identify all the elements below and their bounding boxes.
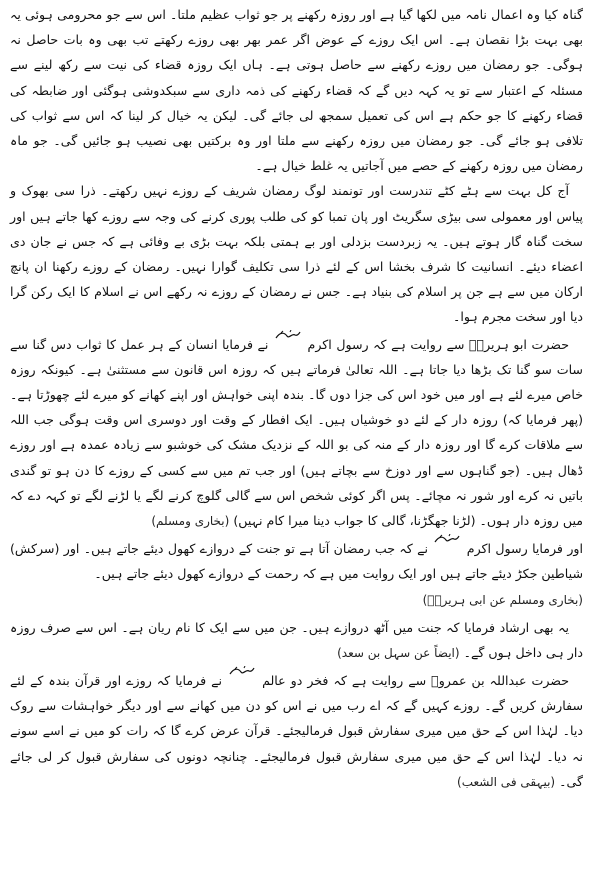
- paragraph-text-after-mark: نے کہ جب رمضان آتا ہے تو جنت کے دروازے کھول دیئے جاتے ہیں۔ اور (سرکش) شیاطین جکڑ دیئے جاتے ہیں اور ایک روایت میں ہے کہ رحمت کے دروازے کھول دیئے جاتے ہیں۔: [10, 541, 583, 582]
- paragraph-text: یہ بھی ارشاد فرمایا کہ جنت میں آٹھ دروازے ہیں۔ جن میں سے ایک کا نام ریان ہے۔ اس سے صرف روزہ دار ہی داخل ہوں گے۔: [10, 619, 583, 660]
- paragraph-rayyan-gate: [10, 615, 583, 666]
- paragraph-healthy-people: [10, 178, 583, 329]
- paragraph-text: آج کل بہت سے ہٹے کٹے تندرست اور تونمند لوگ رمضان شریف کے روزے نہیں رکھتے۔ ذرا سی بھوک و پیاس اور معمولی سی بیڑی سگریٹ اور پان تمبا کو کی طلب پوری کرنے کی وجہ سے روزے کھا جاتے ہیں اور سخت گناہ گار ہوتے ہیں۔ یہ زبردست بزدلی اور بے ہمتی بلکہ بہت بڑی بے وفائی ہے کہ جس نے جان دی اعضاء دیئے۔ انسانیت کا شرف بخشا اس کے لئے ذرا سی تکلیف گوارا نہیں۔ رمضان کے روزے رکھنا ان پانچ ارکان میں سے ہے جن پر اسلام کی بنیاد ہے۔ جس نے رمضان کے روزے نہ رکھے اس نے اسلام کا ایک رکن گرا دیا اور سخت مجرم ہوا۔: [10, 183, 583, 325]
- hadith-reference: (ایضاً عن سہل بن سعد): [337, 645, 460, 660]
- paragraph-text-after-mark: نے فرمایا انسان کے ہر عمل کا ثواب دس گنا سے سات سو گنا تک بڑھا دیا جاتا ہے۔ اللہ تعالیٰ فرماتے ہیں کہ روزہ اس قانون سے مستثنیٰ ہے۔ کیونکہ روزہ خاص میرے لئے ہے اور میں خود اس کی جزا دوں گا۔ بندہ اپنی خواہش اور اپنے کھانے کو میرے لئے چھوڑتا ہے۔ (پھر فرمایا کہ) روزہ دار کے لئے دو خوشیاں ہیں۔ ایک افطار کے وقت اور دوسری اس وقت ہوگی جب اللہ سے ملاقات کرے گا اور روزہ دار کے منہ کی بو اللہ کے نزدیک مشک کی خوشبو سے زیادہ عمدہ ہے اور روزے ڈھال ہیں۔ (جو گناہوں سے اور دوزخ سے بچاتے ہیں) اور جب تم میں سے کسی کے روزے کا دن ہو تو گندی باتیں نہ کرے اور شور نہ مچائے۔ پس اگر کوئی شخص اس سے گالی گلوچ کرنے لگے یا لڑنے لگے تو کہہ دے کہ میں روزہ دار ہوں۔ (لڑنا جھگڑنا، گالی کا جواب دینا میرا کام نہیں): [10, 336, 583, 529]
- paragraph-text-before-mark: اور فرمایا رسول اکرم: [466, 541, 583, 557]
- paragraph-intercession: [10, 666, 583, 795]
- paragraph-text-after-mark: نے فرمایا کہ روزے اور قرآن بندہ کے لئے سفارش کریں گے۔ روزے کہیں گے کہ اے رب میں نے اس کو دن میں کھانے سے اور دیگر خواہشات سے روک دیا۔ لہٰذا اس کے حق میں میری سفارش قبول فرمالیجئے۔ قرآن عرض کرے گا کہ رات کو میں نے اسے سونے نہ دیا۔ لہٰذا اس کے حق میں میری سفارش قبول فرمالیجئے۔ چنانچہ دونوں کی سفارش قبول کر لی جائے گی۔: [10, 673, 583, 789]
- paragraph-ramadan-gates: [10, 534, 583, 586]
- paragraph-hadith-abu-hurairah: [10, 330, 583, 535]
- salawat-calligraphy-icon: [275, 330, 301, 340]
- hadith-reference: (بخاری ومسلم): [151, 514, 230, 529]
- paragraph-text: گناہ کیا وہ اعمال نامہ میں لکھا گیا ہے اور روزہ رکھنے پر جو ثواب عظیم ملتا۔ اس سے جو محرومی ہوئی یہ بھی بہت بڑا نقصان ہے۔ اس ایک روزے کے عوض اگر عمر بھر بھی روزے رکھتے تب بھی وہ بات حاصل نہ ہوگی۔ جو رمضان میں روزے رکھنے سے حاصل ہوتی ہے۔ ہاں ایک روزہ قضاء کی نیت سے رکھ لینے سے مسئلہ کے اعتبار سے تو یہ کہہ دیں گے کہ قضاء رکھنے کی ذمہ داری سے سبکدوشی ہوگئی اور ضابطہ کی قضاء رکھنے کا جو حکم ہے اس کی تعمیل سمجھ لی جائے گی۔ لیکن یہ خیال کر لینا کہ اس سے ثواب کی تلافی ہو جائے گی۔ جو رمضان میں روزہ رکھنے سے ملتا اور وہ برکتیں بھی نصیب ہو جائیں گی۔ جو ماہ رمضان میں روزہ رکھنے کے حصے میں آجاتیں یہ غلط خیال ہے۔: [10, 7, 583, 174]
- hadith-reference: (بیہقی فی الشعب): [457, 774, 556, 789]
- salawat-calligraphy-icon: [229, 666, 255, 676]
- paragraph-text-before-mark: حضرت ابو ہریرہؓ سے روایت ہے کہ رسول اکرم: [307, 336, 569, 352]
- hadith-reference: (بخاری ومسلم عن ابی ہریرہؓ): [422, 592, 583, 607]
- paragraph-text-before-mark: حضرت عبداللہ بن عمروؓ سے روایت ہے کہ فخر دو عالم: [262, 673, 569, 689]
- paragraph-qaza-fast: [10, 2, 583, 178]
- paragraph-reference-line: [10, 589, 583, 611]
- salawat-calligraphy-icon: [434, 534, 460, 544]
